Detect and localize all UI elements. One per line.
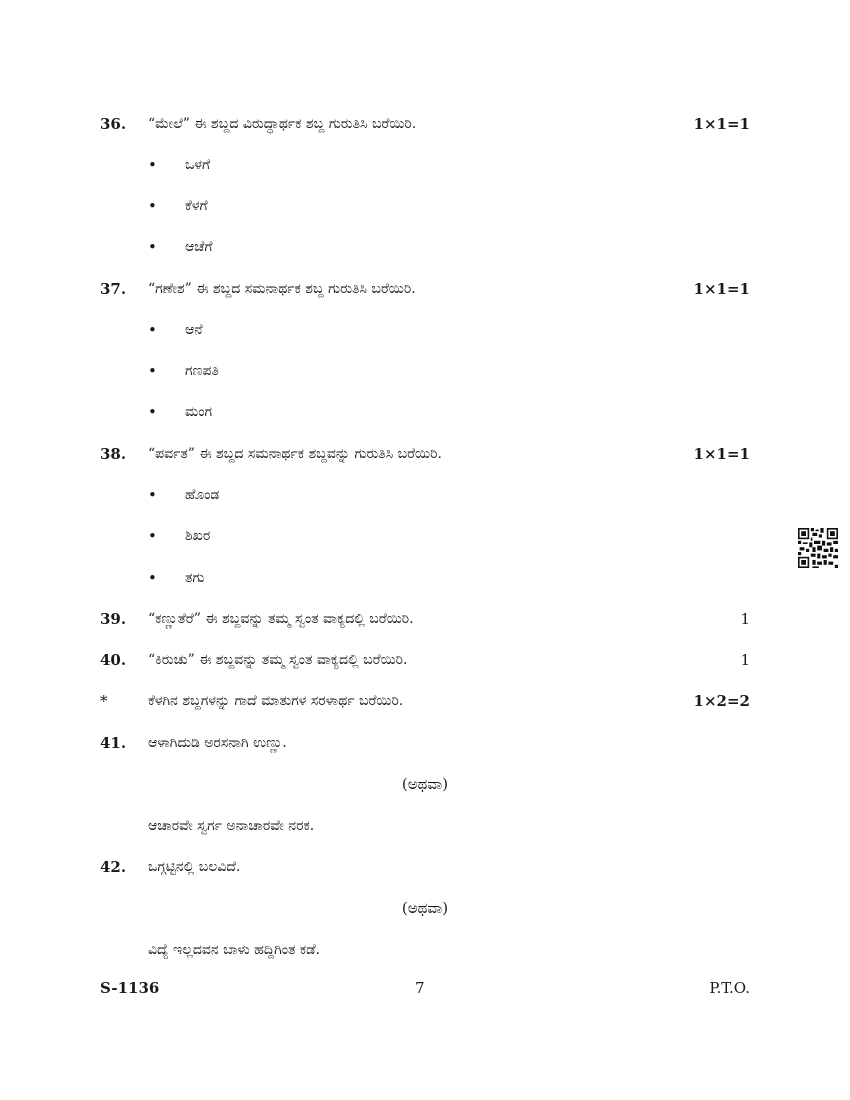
option-item	[0, 194, 850, 218]
question-text: “ಪರ್ವತ” ಈ ಶಬ್ದದ ಸಮನಾರ್ಥಕ ಶಬ್ದವನ್ನು ಗುರುತಿಸಿ ಬರೆಯಿರಿ.	[148, 446, 442, 462]
bullet-icon: •	[148, 569, 157, 587]
question-number: 39.	[100, 610, 127, 628]
alternate-text: ವಿದ್ಯೆ ಇಲ್ಲದವನ ಬಾಳು ಹದ್ದಿಗಿಂತ ಕಡೆ.	[148, 942, 321, 958]
question-text: “ಮೇಲೆ” ಈ ಶಬ್ದದ ವಿರುದ್ಧಾರ್ಥಕ ಶಬ್ದ ಗುರುತಿಸಿ ಬರೆಯಿರಿ.	[148, 116, 417, 132]
bullet-icon: •	[148, 486, 157, 504]
option-text: ಹೊಂಡ	[185, 487, 220, 503]
question-marks: 1×2=2	[693, 692, 750, 710]
question-marks: 1	[740, 610, 750, 628]
question-number: 36.	[100, 115, 127, 133]
option-text: ತಗು	[185, 570, 205, 586]
question-number: 42.	[100, 858, 127, 876]
question-text: “ಕಿರುಚು” ಈ ಶಬ್ದವನ್ನು ತಮ್ಮ ಸ್ವಂತ ವಾಕ್ಯದಲ್ಲಿ ಬರೆಯಿರಿ.	[148, 652, 408, 668]
question-40	[0, 648, 850, 672]
or-separator	[0, 896, 850, 920]
option-item	[0, 483, 850, 507]
question-number: 38.	[100, 445, 127, 463]
asterisk-marker: *	[100, 692, 108, 710]
question-marks: 1	[740, 651, 750, 669]
option-text: ಆಚೆಗೆ	[185, 239, 213, 255]
option-text: ಶಿಖರ	[185, 528, 211, 544]
option-text: ಮಂಗ	[185, 404, 213, 420]
question-text: “ಕಣ್ಣುತೆರೆ” ಈ ಶಬ್ದವನ್ನು ತಮ್ಮ ಸ್ವಂತ ವಾಕ್ಯದಲ್ಲಿ ಬರೆಯಿರಿ.	[148, 611, 414, 627]
paper-code: S-1136	[100, 979, 160, 997]
bullet-icon: •	[148, 403, 157, 421]
bullet-icon: •	[148, 197, 157, 215]
option-item	[0, 318, 850, 342]
question-41	[0, 731, 850, 755]
page-footer	[0, 976, 850, 1000]
option-text: ಕೆಳಗೆ	[185, 198, 208, 214]
or-label: (ಅಥವಾ)	[401, 775, 449, 793]
or-separator	[0, 772, 850, 796]
question-42	[0, 855, 850, 879]
option-item	[0, 235, 850, 259]
option-item	[0, 153, 850, 177]
or-label: (ಅಥವಾ)	[401, 899, 449, 917]
question-text: ಒಗ್ಗಟ್ಟಿನಲ್ಲಿ ಬಲವಿದೆ.	[148, 859, 241, 875]
instruction-text: ಕೆಳಗಿನ ಶಬ್ದಗಳನ್ನು ಗಾದೆ ಮಾತುಗಳ ಸರಳಾರ್ಥ ಬರೆಯಿರಿ.	[148, 693, 404, 709]
question-36	[0, 112, 850, 136]
pto-label: P.T.O.	[709, 979, 750, 997]
option-text: ಒಳಗೆ	[185, 157, 211, 173]
bullet-icon: •	[148, 238, 157, 256]
question-39	[0, 607, 850, 631]
option-item	[0, 566, 850, 590]
alternate-question	[0, 814, 850, 838]
bullet-icon: •	[148, 362, 157, 380]
option-item	[0, 359, 850, 383]
qr-code-icon	[798, 528, 838, 568]
question-marks: 1×1=1	[693, 115, 750, 133]
option-text: ಗಣಪತಿ	[185, 363, 219, 379]
section-instruction	[0, 689, 850, 713]
question-number: 41.	[100, 734, 127, 752]
question-number: 37.	[100, 280, 127, 298]
question-marks: 1×1=1	[693, 280, 750, 298]
question-marks: 1×1=1	[693, 445, 750, 463]
question-text: ಆಳಾಗಿದುಡಿ ಅರಸನಾಗಿ ಉಣ್ಣು.	[148, 735, 287, 751]
option-item	[0, 524, 850, 548]
bullet-icon: •	[148, 156, 157, 174]
question-37	[0, 277, 850, 301]
question-number: 40.	[100, 651, 127, 669]
option-text: ಆನೆ	[185, 322, 203, 338]
question-38	[0, 442, 850, 466]
question-text: “ಗಣೇಶ” ಈ ಶಬ್ದದ ಸಮನಾರ್ಥಕ ಶಬ್ದ ಗುರುತಿಸಿ ಬರೆಯಿರಿ.	[148, 281, 416, 297]
alternate-question	[0, 938, 850, 962]
option-item	[0, 400, 850, 424]
page-number: 7	[415, 979, 425, 997]
alternate-text: ಆಚಾರವೇ ಸ್ವರ್ಗ ಅನಾಚಾರವೇ ನರಕ.	[148, 818, 315, 834]
bullet-icon: •	[148, 527, 157, 545]
bullet-icon: •	[148, 321, 157, 339]
